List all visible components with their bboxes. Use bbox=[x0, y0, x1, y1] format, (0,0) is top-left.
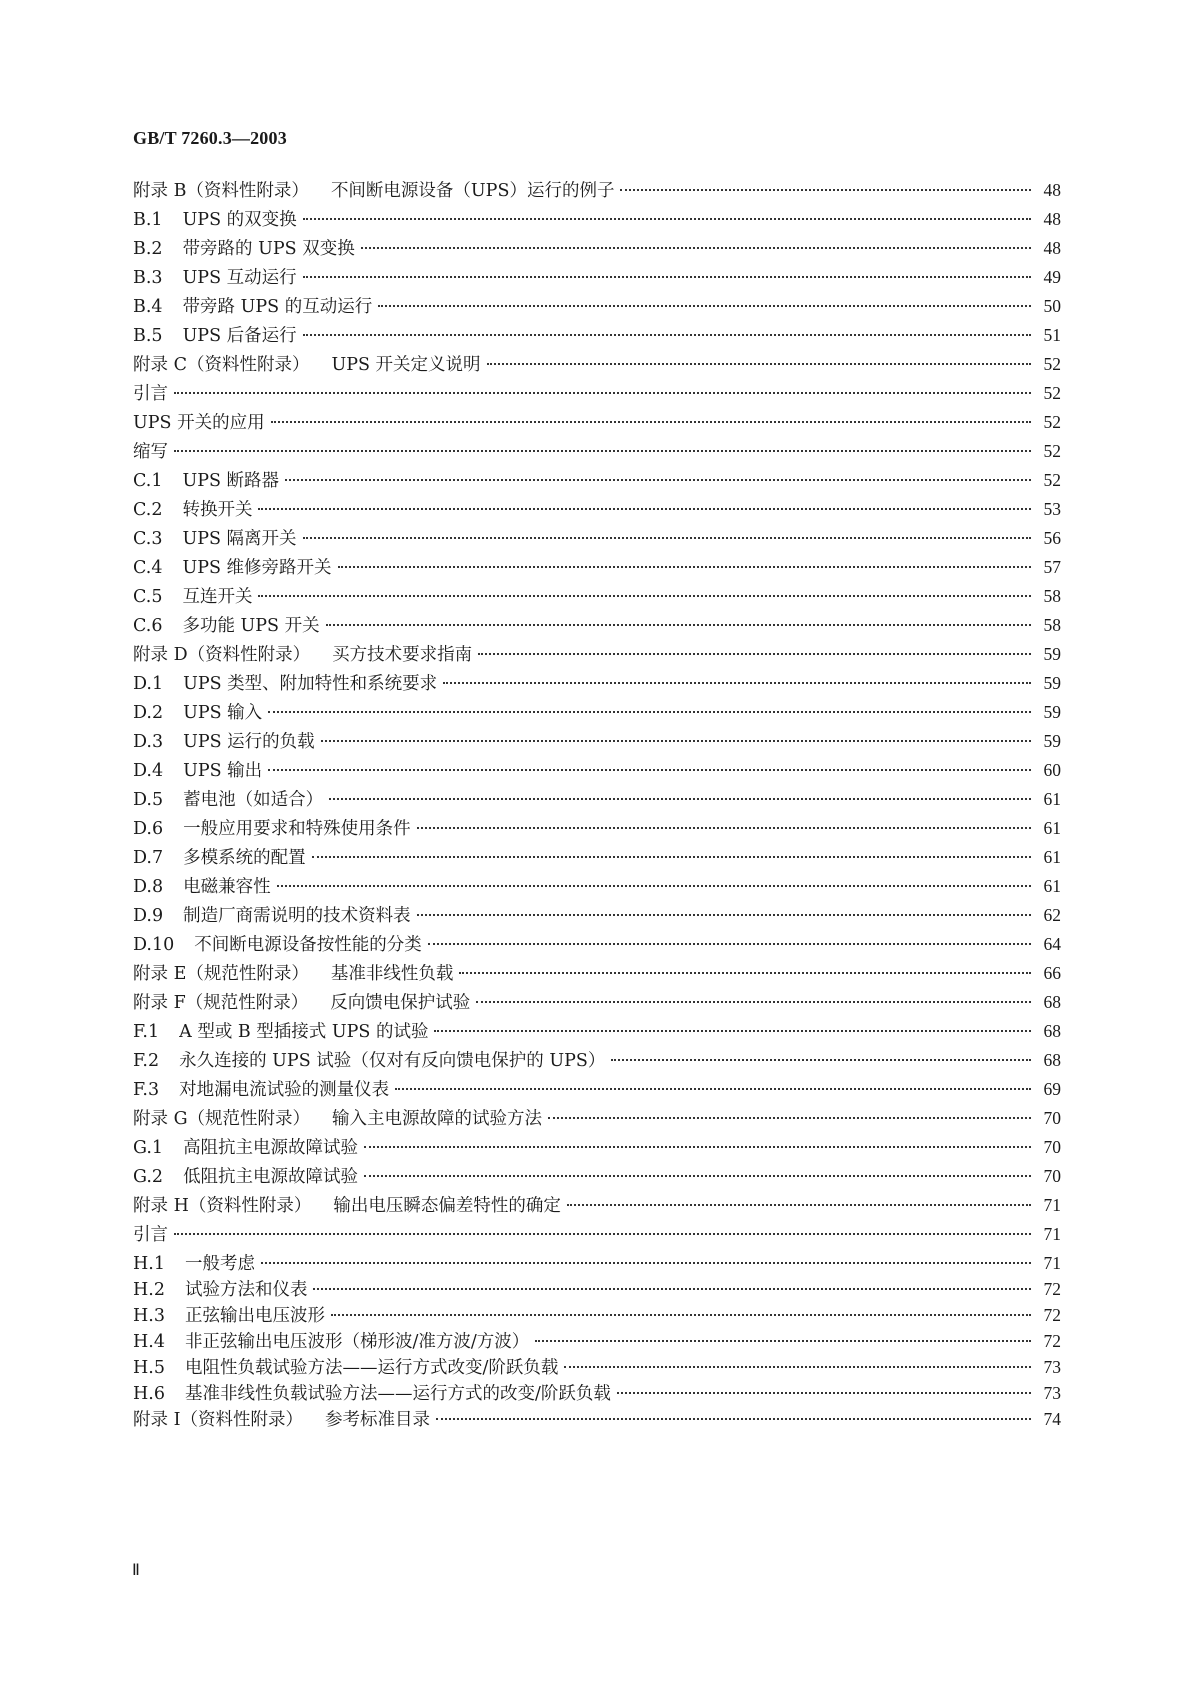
toc-entry-label bbox=[133, 908, 411, 926]
toc-entry-number: D.1 bbox=[133, 674, 164, 694]
toc-entry-label bbox=[133, 1140, 358, 1158]
toc-entry-label bbox=[133, 1169, 358, 1187]
toc-entry-number: 附录 D（资料性附录） bbox=[133, 645, 311, 665]
toc-entry-title: 多功能 UPS 开关 bbox=[182, 616, 320, 636]
toc-entry-label bbox=[133, 618, 320, 636]
dot-leader bbox=[361, 247, 1031, 249]
dot-leader bbox=[436, 1418, 1031, 1420]
toc-entry-title: 蓄电池（如适合） bbox=[183, 790, 324, 810]
toc-entry-label bbox=[133, 995, 470, 1013]
dot-leader bbox=[303, 537, 1031, 539]
dot-leader bbox=[268, 711, 1031, 713]
toc-entry-page: 60 bbox=[1043, 760, 1061, 780]
toc-entry-label bbox=[133, 415, 265, 433]
toc-entry-number: D.5 bbox=[133, 790, 164, 810]
toc-entry-number: 附录 B（资料性附录） bbox=[133, 181, 309, 201]
dot-leader bbox=[459, 972, 1031, 974]
toc-entry-page: 48 bbox=[1043, 238, 1061, 258]
toc-entry-number: D.4 bbox=[133, 761, 164, 781]
toc-entry-title: 一般应用要求和特殊使用条件 bbox=[183, 819, 411, 839]
dot-leader bbox=[395, 1088, 1031, 1090]
toc-entry-label bbox=[133, 966, 453, 984]
toc-entry[interactable] bbox=[133, 1139, 1061, 1168]
dot-leader bbox=[364, 1175, 1031, 1177]
toc-entry[interactable] bbox=[133, 617, 1061, 646]
dot-leader bbox=[326, 624, 1031, 626]
toc-entry[interactable] bbox=[133, 733, 1061, 762]
toc-entry-page: 51 bbox=[1043, 325, 1061, 345]
toc-entry-label bbox=[133, 850, 306, 868]
toc-entry-number: F.2 bbox=[133, 1051, 160, 1071]
toc-entry[interactable] bbox=[133, 385, 1061, 414]
toc-entry[interactable] bbox=[133, 1197, 1061, 1226]
toc-entry-label bbox=[133, 531, 297, 549]
toc-entry-page: 59 bbox=[1043, 731, 1061, 751]
toc-entry[interactable] bbox=[133, 704, 1061, 733]
toc-entry[interactable] bbox=[133, 501, 1061, 530]
dot-leader bbox=[303, 276, 1031, 278]
dot-leader bbox=[258, 595, 1031, 597]
toc-entry-page: 69 bbox=[1043, 1079, 1061, 1099]
toc-entry-number: C.6 bbox=[133, 616, 163, 636]
toc-entry-label bbox=[133, 299, 372, 317]
toc-entry-number: G.1 bbox=[133, 1138, 164, 1158]
toc-entry-page: 58 bbox=[1043, 615, 1061, 635]
toc-entry-title: UPS 后备运行 bbox=[182, 326, 297, 346]
toc-entry-label bbox=[133, 473, 279, 491]
toc-entry-page: 58 bbox=[1043, 586, 1061, 606]
toc-entry-page: 52 bbox=[1043, 441, 1061, 461]
toc-entry-title: 买方技术要求指南 bbox=[332, 645, 473, 665]
toc-entry-page: 70 bbox=[1043, 1166, 1061, 1186]
toc-entry-page: 61 bbox=[1043, 876, 1061, 896]
toc-entry-page: 61 bbox=[1043, 847, 1061, 867]
toc-entry-number: D.2 bbox=[133, 703, 164, 723]
toc-entry-number: 附录 F（规范性附录） bbox=[133, 993, 309, 1013]
dot-leader bbox=[617, 1392, 1031, 1394]
dot-leader bbox=[303, 334, 1031, 336]
toc-entry-number: C.3 bbox=[133, 529, 163, 549]
toc-entry[interactable] bbox=[133, 1023, 1061, 1052]
toc-entry[interactable] bbox=[133, 965, 1061, 994]
toc-entry[interactable] bbox=[133, 414, 1061, 443]
toc-entry-title: 对地漏电流试验的测量仪表 bbox=[179, 1080, 390, 1100]
toc-entry-title: 互连开关 bbox=[182, 587, 253, 607]
toc-entry-title: 低阻抗主电源故障试验 bbox=[183, 1167, 359, 1187]
toc-entry-title: 一般考虑 bbox=[184, 1254, 255, 1274]
toc-entry[interactable] bbox=[133, 530, 1061, 559]
toc-entry-label bbox=[133, 734, 315, 752]
toc-entry-page: 49 bbox=[1043, 267, 1061, 287]
dot-leader bbox=[478, 653, 1031, 655]
toc-entry-number: 附录 E（规范性附录） bbox=[133, 964, 309, 984]
toc-entry-page: 48 bbox=[1043, 209, 1061, 229]
toc-entry-title: UPS 互动运行 bbox=[182, 268, 297, 288]
toc-entry[interactable] bbox=[133, 1226, 1061, 1255]
toc-entry-number: B.1 bbox=[133, 210, 163, 230]
toc-entry[interactable] bbox=[133, 1110, 1061, 1139]
toc-entry-title: 电磁兼容性 bbox=[183, 877, 271, 897]
toc-entry-label bbox=[133, 1082, 389, 1100]
toc-entry-title: 引言 bbox=[133, 384, 168, 404]
dot-leader bbox=[313, 1288, 1031, 1290]
toc-entry[interactable] bbox=[133, 356, 1061, 385]
dot-leader bbox=[364, 1146, 1031, 1148]
toc-entry-title: 多模系统的配置 bbox=[183, 848, 306, 868]
toc-entry-title: 高阻抗主电源故障试验 bbox=[183, 1138, 359, 1158]
toc-entry-number: 附录 G（规范性附录） bbox=[133, 1109, 311, 1129]
toc-entry-title: UPS 断路器 bbox=[182, 471, 280, 491]
toc-entry[interactable] bbox=[133, 1052, 1061, 1081]
toc-entry-title: 非正弦输出电压波形（梯形波/准方波/方波） bbox=[184, 1332, 530, 1352]
toc-entry-label bbox=[133, 183, 614, 201]
toc-entry-page: 68 bbox=[1043, 992, 1061, 1012]
toc-entry-number: D.7 bbox=[133, 848, 164, 868]
toc-entry-page: 70 bbox=[1043, 1108, 1061, 1128]
toc-entry-page: 72 bbox=[1043, 1279, 1061, 1299]
toc-entry-title: UPS 类型、附加特性和系统要求 bbox=[183, 674, 438, 694]
dot-leader bbox=[548, 1117, 1031, 1119]
toc-entry-label bbox=[133, 212, 297, 230]
toc-entry-title: UPS 输入 bbox=[183, 703, 263, 723]
dot-leader bbox=[277, 885, 1031, 887]
toc-entry-page: 59 bbox=[1043, 702, 1061, 722]
dot-leader bbox=[378, 305, 1031, 307]
dot-leader bbox=[338, 566, 1031, 568]
toc-entry-page: 56 bbox=[1043, 528, 1061, 548]
toc-entry-number: H.1 bbox=[133, 1254, 165, 1274]
dot-leader bbox=[434, 1030, 1031, 1032]
toc-entry-page: 66 bbox=[1043, 963, 1061, 983]
toc-entry-page: 52 bbox=[1043, 470, 1061, 490]
toc-entry-page: 70 bbox=[1043, 1137, 1061, 1157]
toc-entry-label bbox=[133, 241, 355, 259]
toc-entry[interactable] bbox=[133, 327, 1061, 356]
toc-entry-number: H.3 bbox=[133, 1306, 165, 1326]
dot-leader bbox=[285, 479, 1031, 481]
toc-entry-number: 附录 I（资料性附录） bbox=[133, 1410, 303, 1430]
toc-entry-title: 永久连接的 UPS 试验（仅对有反向馈电保护的 UPS） bbox=[179, 1051, 606, 1071]
toc-entry[interactable] bbox=[133, 298, 1061, 327]
toc-entry-title: UPS 开关定义说明 bbox=[331, 355, 481, 375]
toc-entry-title: UPS 开关的应用 bbox=[133, 413, 265, 433]
toc-entry-label bbox=[133, 444, 168, 462]
standard-code: GB/T 7260.3—2003 bbox=[133, 128, 287, 148]
toc-entry-label bbox=[133, 328, 297, 346]
toc-entry-number: D.9 bbox=[133, 906, 164, 926]
toc-entry-number: C.2 bbox=[133, 500, 163, 520]
toc-entry-title: 缩写 bbox=[133, 442, 168, 462]
toc-entry-page: 62 bbox=[1043, 905, 1061, 925]
toc-entry-page: 52 bbox=[1043, 412, 1061, 432]
toc-entry-page: 72 bbox=[1043, 1331, 1061, 1351]
toc-entry[interactable] bbox=[133, 1385, 1061, 1411]
toc-entry-number: D.8 bbox=[133, 877, 164, 897]
toc-entry-label bbox=[133, 1360, 558, 1378]
toc-entry[interactable] bbox=[133, 936, 1061, 965]
toc-entry-label bbox=[133, 647, 472, 665]
toc-entry[interactable] bbox=[133, 791, 1061, 820]
toc-entry-title: UPS 维修旁路开关 bbox=[182, 558, 332, 578]
toc-entry-title: UPS 运行的负载 bbox=[183, 732, 315, 752]
toc-entry-label bbox=[133, 502, 252, 520]
toc-entry-page: 59 bbox=[1043, 644, 1061, 664]
toc-entry-label bbox=[133, 560, 332, 578]
toc-entry-title: A 型或 B 型插接式 UPS 的试验 bbox=[179, 1022, 429, 1042]
toc-entry-page: 52 bbox=[1043, 354, 1061, 374]
toc-entry-page: 74 bbox=[1043, 1409, 1061, 1429]
toc-entry-page: 68 bbox=[1043, 1050, 1061, 1070]
toc-entry-title: 引言 bbox=[133, 1225, 168, 1245]
toc-entry-number: F.3 bbox=[133, 1080, 160, 1100]
toc-entry-number: D.3 bbox=[133, 732, 164, 752]
toc-entry-label bbox=[133, 1334, 529, 1352]
toc-entry-title: 带旁路 UPS 的互动运行 bbox=[182, 297, 373, 317]
toc-entry-label bbox=[133, 589, 252, 607]
toc-entry-title: 制造厂商需说明的技术资料表 bbox=[183, 906, 411, 926]
toc-entry-number: D.10 bbox=[133, 935, 175, 955]
toc-entry-title: 基准非线性负载试验方法——运行方式的改变/阶跃负载 bbox=[184, 1384, 611, 1404]
toc-entry[interactable] bbox=[133, 211, 1061, 240]
dot-leader bbox=[174, 1233, 1031, 1235]
toc-entry[interactable] bbox=[133, 1333, 1061, 1359]
toc-entry-label bbox=[133, 879, 271, 897]
dot-leader bbox=[174, 392, 1031, 394]
toc-entry-page: 71 bbox=[1043, 1253, 1061, 1273]
toc-entry-number: D.6 bbox=[133, 819, 164, 839]
toc-entry-number: H.6 bbox=[133, 1384, 165, 1404]
dot-leader bbox=[261, 1262, 1031, 1264]
dot-leader bbox=[417, 914, 1031, 916]
dot-leader bbox=[258, 508, 1031, 510]
toc-entry-label bbox=[133, 937, 422, 955]
dot-leader bbox=[611, 1059, 1031, 1061]
toc-entry-label bbox=[133, 1282, 307, 1300]
toc-entry-page: 52 bbox=[1043, 383, 1061, 403]
toc-entry[interactable] bbox=[133, 646, 1061, 675]
toc-entry[interactable] bbox=[133, 1411, 1061, 1437]
toc-entry-label bbox=[133, 386, 168, 404]
toc-entry-label bbox=[133, 1053, 605, 1071]
toc-entry-page: 61 bbox=[1043, 789, 1061, 809]
toc-entry-title: 正弦输出电压波形 bbox=[184, 1306, 325, 1326]
toc-entry-number: F.1 bbox=[133, 1022, 160, 1042]
toc-entry-label bbox=[133, 1308, 325, 1326]
toc-entry[interactable] bbox=[133, 182, 1061, 211]
toc-entry-title: 试验方法和仪表 bbox=[184, 1280, 308, 1300]
toc-entry[interactable] bbox=[133, 1255, 1061, 1281]
toc-entry-page: 71 bbox=[1043, 1224, 1061, 1244]
toc-entry-page: 73 bbox=[1043, 1383, 1061, 1403]
toc-entry-label bbox=[133, 1412, 430, 1430]
toc-entry-title: 不间断电源设备按性能的分类 bbox=[194, 935, 422, 955]
toc-entry-label bbox=[133, 821, 411, 839]
toc-entry-label bbox=[133, 676, 437, 694]
toc-entry-title: 输入主电源故障的试验方法 bbox=[332, 1109, 543, 1129]
dot-leader bbox=[476, 1001, 1031, 1003]
dot-leader bbox=[271, 421, 1031, 423]
toc-entry-page: 68 bbox=[1043, 1021, 1061, 1041]
toc-entry-number: C.5 bbox=[133, 587, 163, 607]
dot-leader bbox=[174, 450, 1031, 452]
toc-entry-label bbox=[133, 270, 297, 288]
dot-leader bbox=[620, 189, 1031, 191]
dot-leader bbox=[303, 218, 1031, 220]
toc-entry[interactable] bbox=[133, 675, 1061, 704]
toc-entry-number: G.2 bbox=[133, 1167, 164, 1187]
toc-entry-page: 48 bbox=[1043, 180, 1061, 200]
toc-entry-page: 50 bbox=[1043, 296, 1061, 316]
toc-entry-page: 53 bbox=[1043, 499, 1061, 519]
toc-entry[interactable] bbox=[133, 269, 1061, 298]
toc-entry-label bbox=[133, 357, 481, 375]
toc-entry[interactable] bbox=[133, 588, 1061, 617]
toc-entry-title: 反向馈电保护试验 bbox=[330, 993, 471, 1013]
dot-leader bbox=[567, 1204, 1031, 1206]
toc-entry-title: 基准非线性负载 bbox=[330, 964, 454, 984]
toc-entry-label bbox=[133, 1198, 561, 1216]
toc-entry-label bbox=[133, 1024, 428, 1042]
toc-entry-number: 附录 C（资料性附录） bbox=[133, 355, 310, 375]
table-of-contents bbox=[133, 182, 1061, 1437]
toc-entry[interactable] bbox=[133, 1081, 1061, 1110]
toc-entry[interactable] bbox=[133, 907, 1061, 936]
toc-entry[interactable] bbox=[133, 1281, 1061, 1307]
toc-entry-title: 参考标准目录 bbox=[324, 1410, 430, 1430]
toc-entry-title: 不间断电源设备（UPS）运行的例子 bbox=[330, 181, 615, 201]
dot-leader bbox=[417, 827, 1031, 829]
toc-entry-number: C.1 bbox=[133, 471, 163, 491]
toc-entry-number: H.4 bbox=[133, 1332, 165, 1352]
toc-entry-number: C.4 bbox=[133, 558, 163, 578]
toc-entry-label bbox=[133, 705, 262, 723]
dot-leader bbox=[331, 1314, 1031, 1316]
toc-entry[interactable] bbox=[133, 443, 1061, 472]
toc-entry-number: B.2 bbox=[133, 239, 163, 259]
toc-entry-page: 57 bbox=[1043, 557, 1061, 577]
toc-entry[interactable] bbox=[133, 849, 1061, 878]
dot-leader bbox=[564, 1366, 1031, 1368]
toc-entry[interactable] bbox=[133, 1168, 1061, 1197]
page-number: Ⅱ bbox=[132, 1562, 140, 1579]
dot-leader bbox=[329, 798, 1031, 800]
toc-entry-title: 电阻性负载试验方法——运行方式改变/阶跃负载 bbox=[184, 1358, 559, 1378]
toc-entry-title: UPS 的双变换 bbox=[182, 210, 297, 230]
toc-entry-title: 带旁路的 UPS 双变换 bbox=[182, 239, 355, 259]
toc-entry[interactable] bbox=[133, 994, 1061, 1023]
toc-entry-number: H.5 bbox=[133, 1358, 165, 1378]
toc-entry-number: H.2 bbox=[133, 1280, 165, 1300]
toc-entry-number: B.5 bbox=[133, 326, 163, 346]
dot-leader bbox=[312, 856, 1031, 858]
toc-entry[interactable] bbox=[133, 240, 1061, 269]
toc-entry-page: 64 bbox=[1043, 934, 1061, 954]
toc-entry[interactable] bbox=[133, 1307, 1061, 1333]
toc-entry-page: 71 bbox=[1043, 1195, 1061, 1215]
toc-entry-label bbox=[133, 1256, 255, 1274]
toc-entry-label bbox=[133, 1386, 611, 1404]
toc-entry-number: B.4 bbox=[133, 297, 163, 317]
toc-entry-label bbox=[133, 792, 323, 810]
toc-entry-label bbox=[133, 1227, 168, 1245]
toc-entry-number: 附录 H（资料性附录） bbox=[133, 1196, 312, 1216]
dot-leader bbox=[487, 363, 1031, 365]
toc-entry-label bbox=[133, 1111, 542, 1129]
toc-entry[interactable] bbox=[133, 472, 1061, 501]
toc-entry-page: 72 bbox=[1043, 1305, 1061, 1325]
dot-leader bbox=[321, 740, 1031, 742]
toc-entry[interactable] bbox=[133, 878, 1061, 907]
toc-entry[interactable] bbox=[133, 559, 1061, 588]
toc-entry-page: 61 bbox=[1043, 818, 1061, 838]
dot-leader bbox=[428, 943, 1031, 945]
dot-leader bbox=[268, 769, 1031, 771]
toc-entry-number: B.3 bbox=[133, 268, 163, 288]
toc-entry[interactable] bbox=[133, 762, 1061, 791]
toc-entry-title: 转换开关 bbox=[182, 500, 253, 520]
toc-entry-title: 输出电压瞬态偏差特性的确定 bbox=[333, 1196, 561, 1216]
dot-leader bbox=[535, 1340, 1031, 1342]
toc-entry-label bbox=[133, 763, 262, 781]
toc-entry[interactable] bbox=[133, 820, 1061, 849]
dot-leader bbox=[443, 682, 1031, 684]
toc-entry[interactable] bbox=[133, 1359, 1061, 1385]
toc-entry-page: 59 bbox=[1043, 673, 1061, 693]
toc-entry-title: UPS 隔离开关 bbox=[182, 529, 297, 549]
toc-entry-title: UPS 输出 bbox=[183, 761, 263, 781]
toc-entry-page: 73 bbox=[1043, 1357, 1061, 1377]
